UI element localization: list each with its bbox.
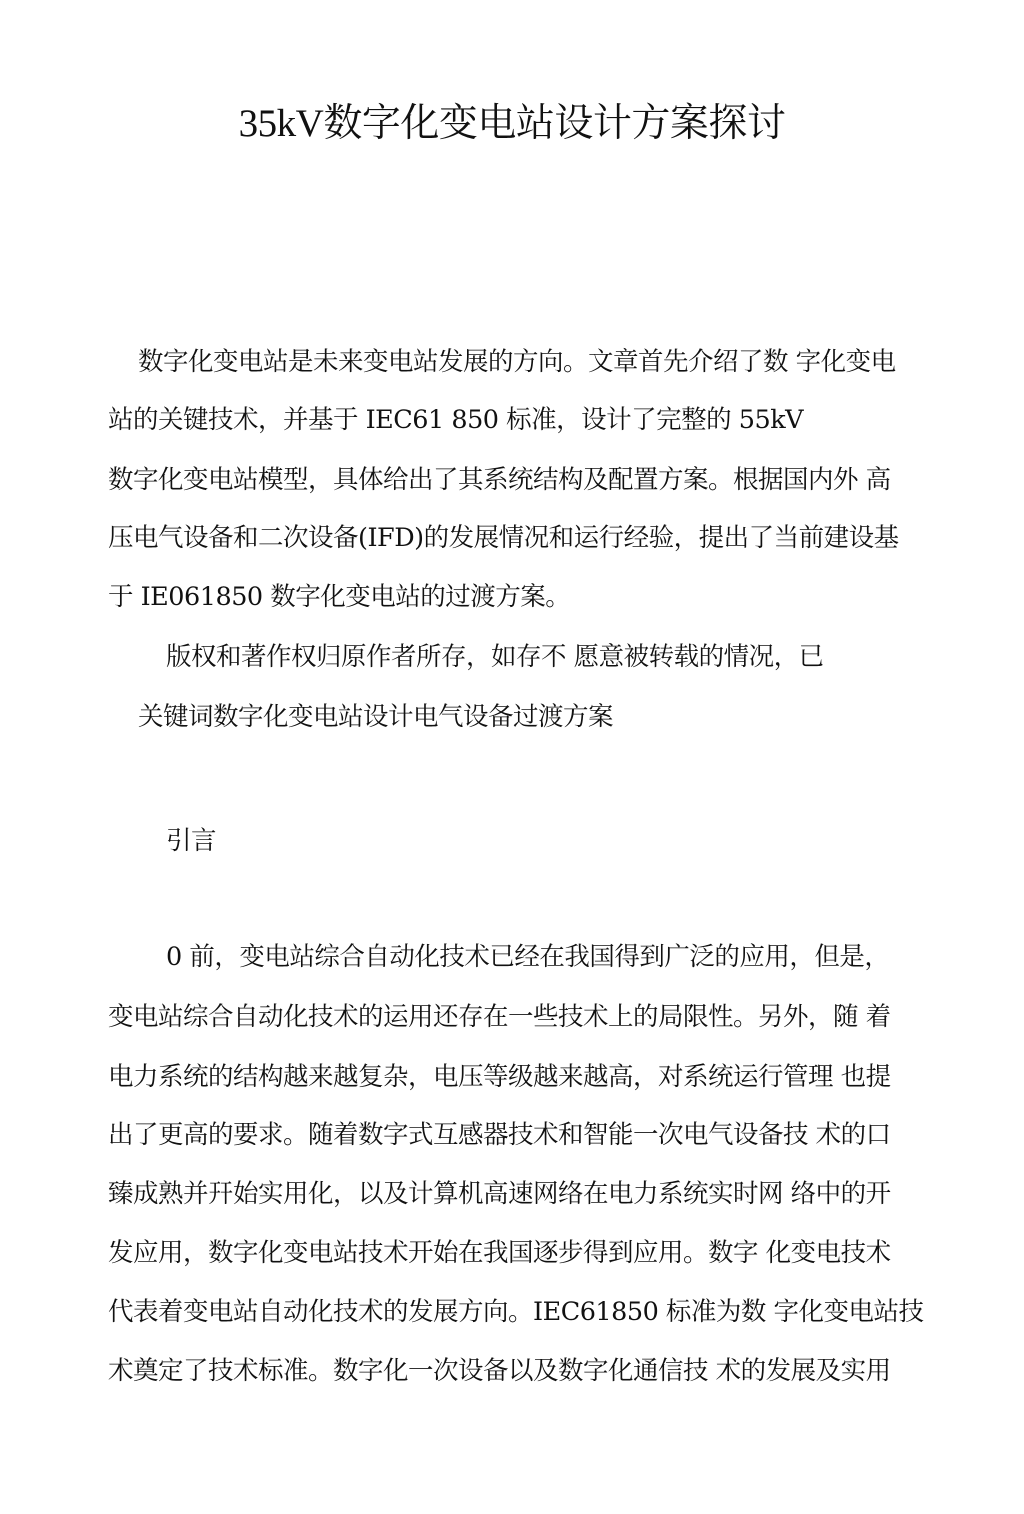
intro-line-8: 术奠定了技术标准。数字化一次设备以及数字化通信技 术的发展及实用 (108, 1356, 891, 1386)
intro-line-5: 臻成熟并幵始实用化，以及计算机高速网络在电力系统实时网 络中的开 (108, 1179, 891, 1209)
abstract-line-2: 站的关键技术，并基于 IEC61 850 标准，设计了完整的 55kV (108, 405, 804, 435)
intro-line-3: 电力系统的结构越来越复杂，电压等级越来越高，对系统运行管理 也提 (108, 1062, 891, 1092)
abstract-line-1: 数字化变电站是未来变电站发展的方向。文章首先介绍了数 字化变电 (138, 347, 896, 377)
section-heading: 引言 (166, 826, 217, 856)
abstract-line-4: 压电气设备和二次设备(IFD)的发展情况和运行经验，提出了当前建设基 (108, 523, 899, 553)
intro-line-2: 变电站综合自动化技术的运用还存在一些技术上的局限性。另外，随 着 (108, 1002, 891, 1032)
intro-line-6: 发应用，数字化变电站技术开始在我国逐步得到应用。数字 化变电技术 (108, 1238, 891, 1268)
intro-line-7: 代表着变电站自动化技术的发展方向。IEC61850 标准为数 字化变电站技 (108, 1297, 924, 1327)
intro-line-4: 出了更高的要求。随着数字式互感器技术和智能一次电气设备技 术的口 (108, 1120, 891, 1150)
keywords-line: 关键词数字化变电站设计电气设备过渡方案 (138, 702, 614, 732)
copyright-note: 版权和著作权归原作者所存，如存不 愿意被转载的情况，已 (166, 642, 824, 672)
abstract-line-5: 于 IE061850 数字化变电站的过渡方案。 (108, 582, 571, 612)
intro-line-1: 0 前，变电站综合自动化技术已经在我国得到广泛的应用，但是， (166, 942, 890, 972)
abstract-line-3: 数字化变电站模型，具体给出了其系统结构及配置方案。根据国内外 高 (108, 465, 891, 495)
document-title: 35kV数字化变电站设计方案探讨 (238, 102, 786, 145)
